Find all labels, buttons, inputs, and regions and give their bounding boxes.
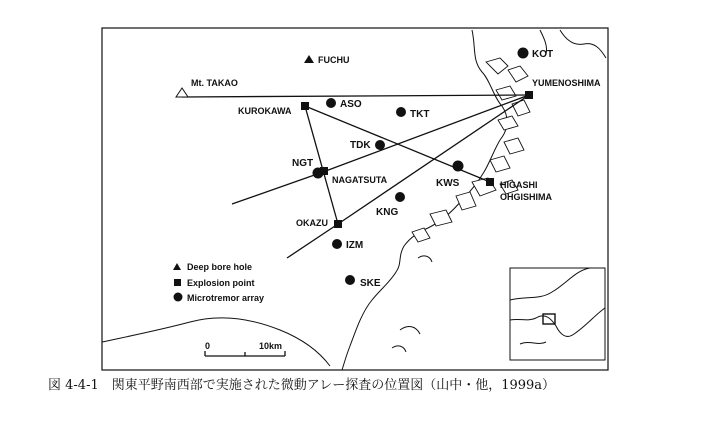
label-ske: SKE bbox=[360, 278, 381, 289]
kws-array-icon bbox=[453, 161, 464, 172]
tkt-array-icon bbox=[396, 107, 406, 117]
label-kws: KWS bbox=[436, 178, 460, 189]
label-izm: IZM bbox=[346, 240, 364, 251]
scale-zero: 0 bbox=[205, 341, 211, 351]
legend-deep-bore-hole: Deep bore hole bbox=[187, 262, 253, 272]
label-aso: ASO bbox=[340, 99, 362, 110]
scale-ten: 10km bbox=[259, 341, 283, 351]
label-kot: KOT bbox=[532, 49, 554, 60]
label-kng: KNG bbox=[376, 207, 399, 218]
ske-array-icon bbox=[345, 275, 355, 285]
legend-array-icon bbox=[174, 293, 183, 302]
label-ohgishima: OHGISHIMA bbox=[500, 192, 553, 202]
label-okazu: OKAZU bbox=[296, 218, 328, 228]
aso-array-icon bbox=[326, 98, 336, 108]
label-takao: Mt. TAKAO bbox=[191, 78, 238, 88]
legend bbox=[173, 262, 264, 303]
higashi-explosion-icon bbox=[486, 178, 494, 186]
label-nagatsuta: NAGATSUTA bbox=[332, 175, 388, 185]
kng-array-icon bbox=[395, 192, 405, 202]
label-tdk: TDK bbox=[350, 140, 371, 151]
label-higashi: HIGASHI bbox=[500, 180, 538, 190]
label-yumenoshima: YUMENOSHIMA bbox=[532, 78, 601, 88]
kot-array-icon bbox=[518, 48, 529, 59]
yumenoshima-explosion-icon bbox=[525, 91, 533, 99]
inset-map bbox=[510, 268, 605, 360]
label-tkt: TKT bbox=[410, 109, 430, 120]
label-ngt: NGT bbox=[292, 158, 314, 169]
legend-explosion-point: Explosion point bbox=[187, 278, 255, 288]
label-fuchu: FUCHU bbox=[318, 55, 350, 65]
label-kurokawa: KUROKAWA bbox=[238, 106, 292, 116]
legend-microtremor-array: Microtremor array bbox=[187, 293, 265, 303]
okazu-explosion-icon bbox=[334, 220, 342, 228]
izm-array-icon bbox=[332, 239, 342, 249]
tdk-array-icon bbox=[375, 140, 385, 150]
kurokawa-explosion-icon bbox=[301, 102, 309, 110]
figure-caption: 図 4-4-1 関東平野南西部で実施された微動アレー探査の位置図（山中・他，1999a） bbox=[48, 378, 556, 393]
nagatsuta-explosion-icon bbox=[320, 167, 328, 175]
legend-explosion-icon bbox=[174, 279, 181, 286]
